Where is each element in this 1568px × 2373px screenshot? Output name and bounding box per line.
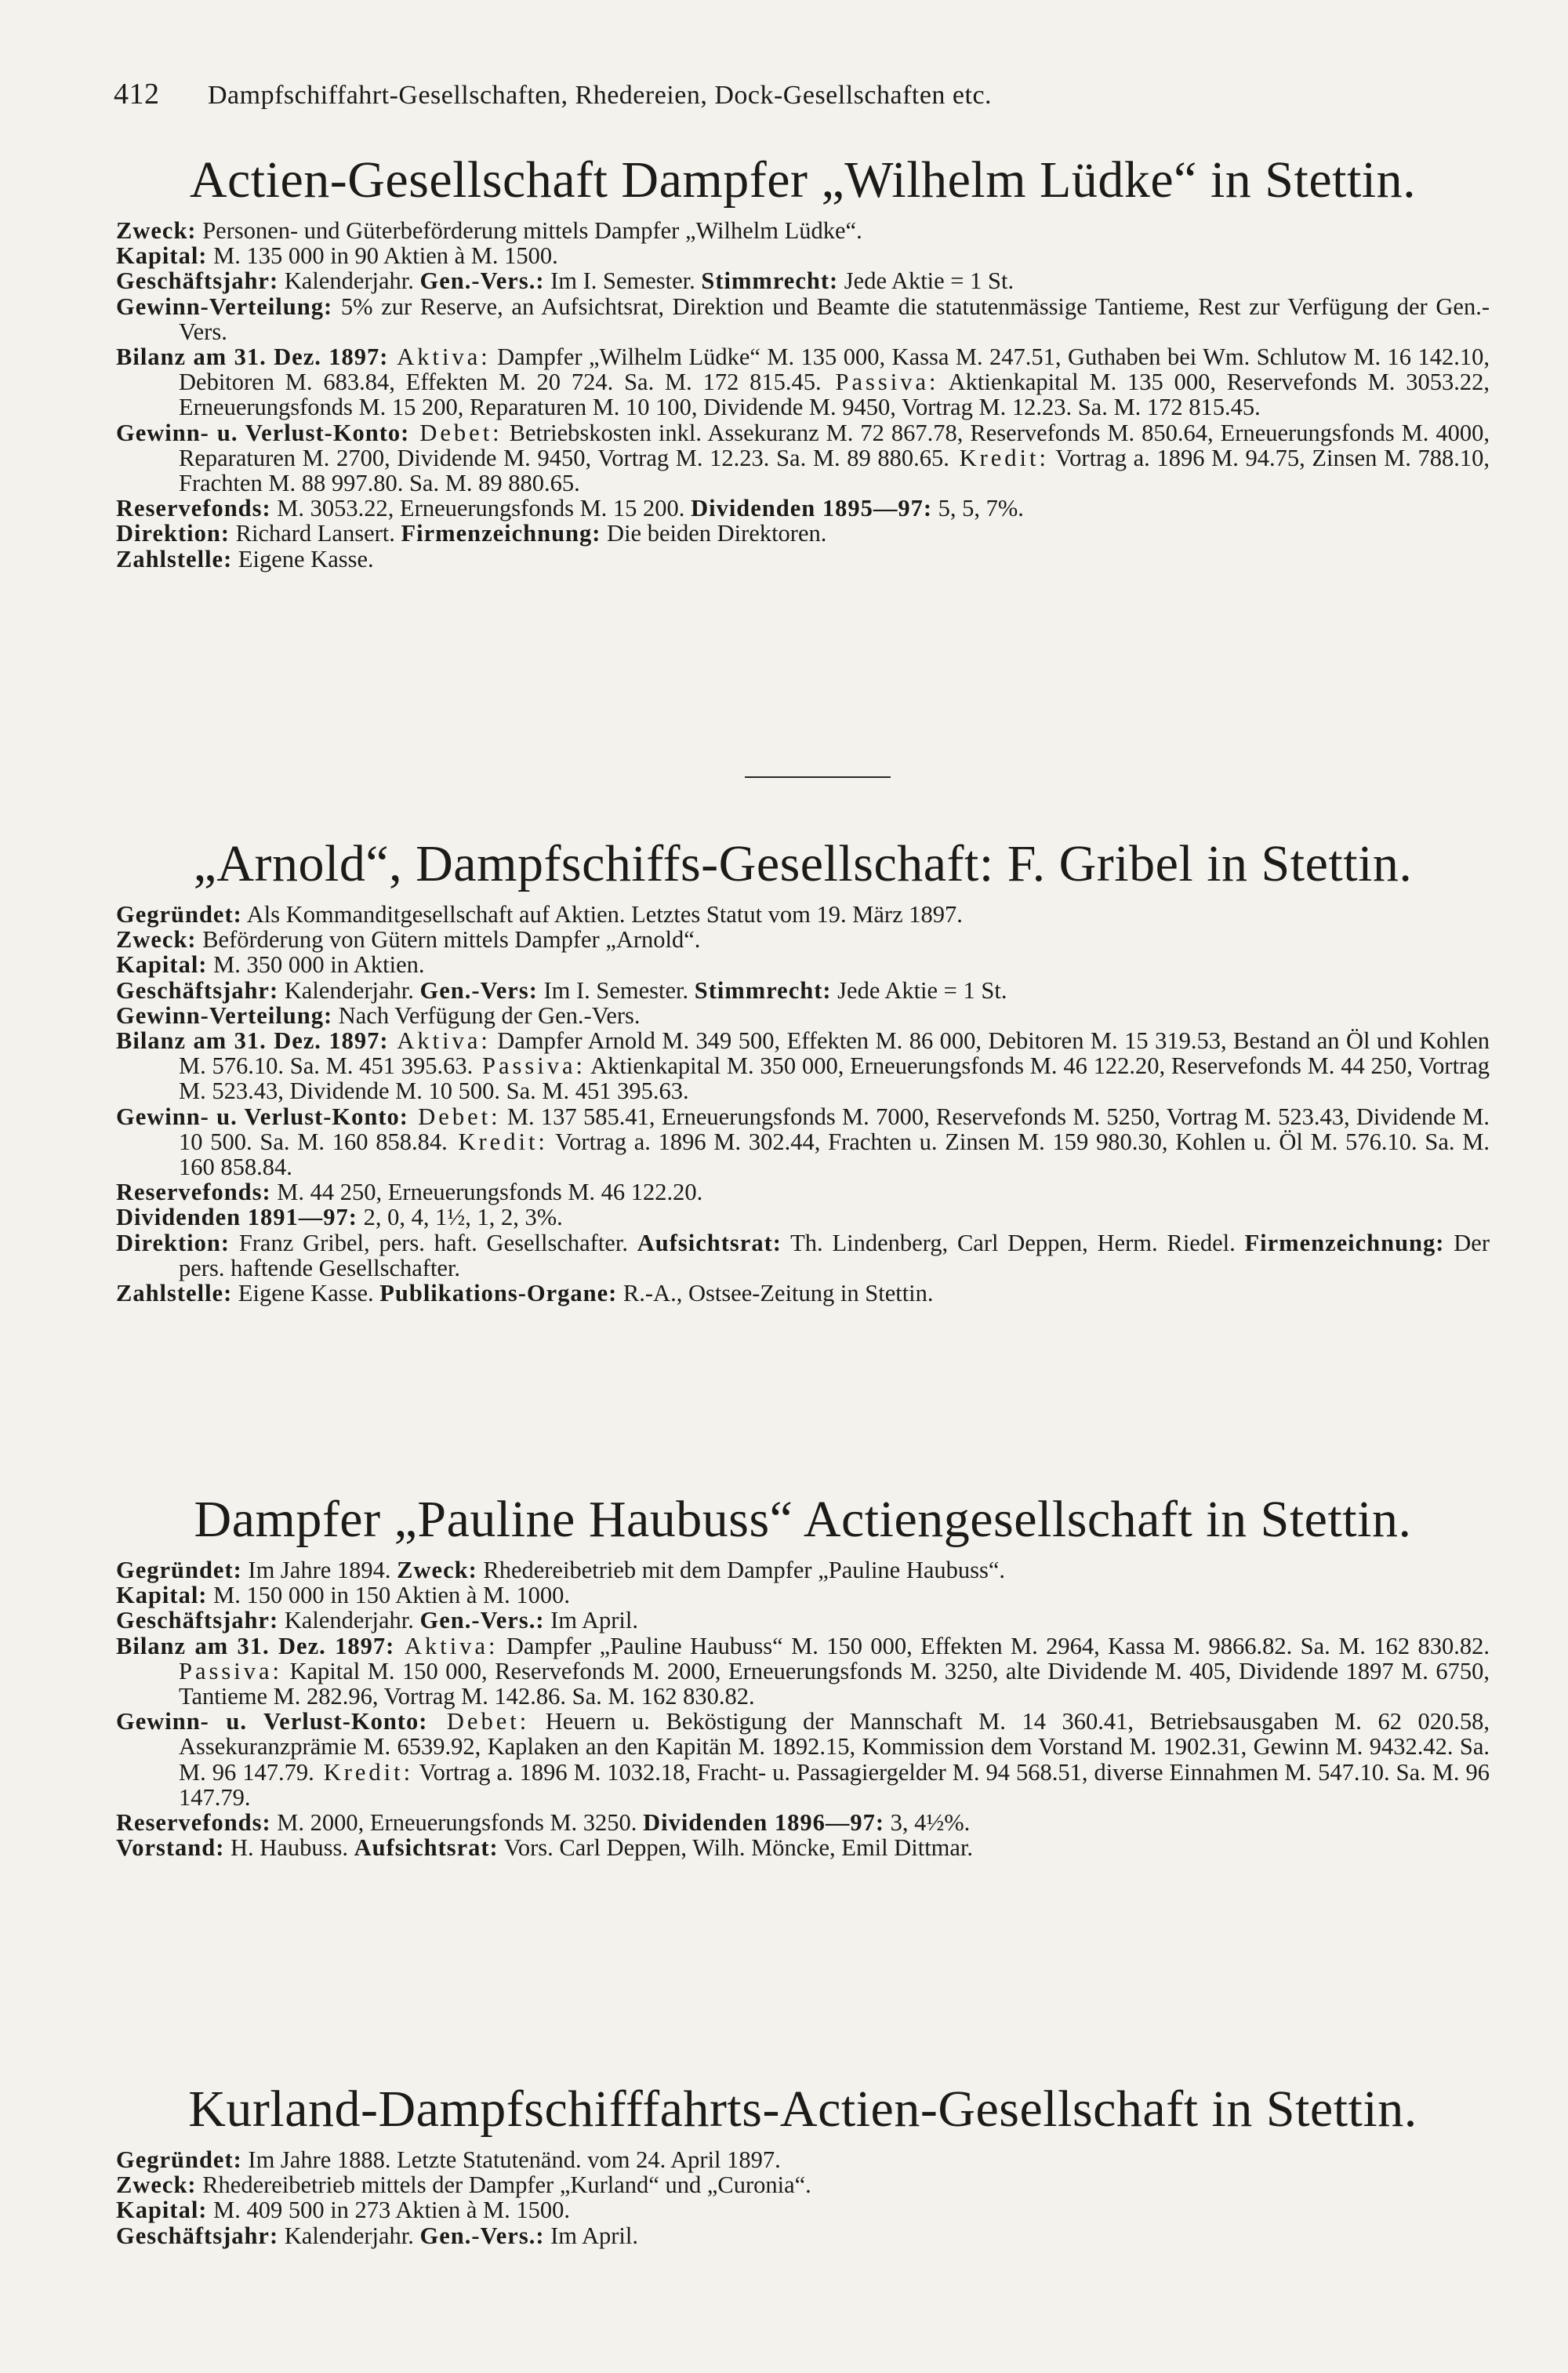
entry-bilanz: Bilanz am 31. Dez. 1897: Aktiva: Dampfer „Pauline Haubuss“ M. 150 000, Effekten M. 2964, Kassa M. 9866.82. Sa. M. 162 830.82. Passiva: Kapital M. 150 000, Reservefonds M. 2000, Erneuerungsfonds M. 3250, alte Dividende M. 405, Dividende 1897 M. 6750, Tantieme M. 282.96, Vortrag M. 142.86. Sa. M. 162 830.82. bbox=[116, 1632, 1490, 1710]
company-title: Kurland-Dampfschifffahrts-Actien-Gesellschaft in Stettin. bbox=[188, 2080, 1417, 2138]
company-title: Actien-Gesellschaft Dampfer „Wilhelm Lüdke“ in Stettin. bbox=[189, 151, 1417, 209]
entry-direktion: Direktion: Franz Gribel, pers. haft. Gesellschafter. Aufsichtsrat: Th. Lindenberg, Carl Deppen, Herm. Riedel. Firmenzeichnung: Der pers. haftende Gesellschafter. bbox=[116, 1229, 1490, 1281]
entry-gewinn-verteilung: Gewinn-Verteilung: Nach Verfügung der Gen.-Vers. bbox=[116, 1001, 641, 1029]
entry-geschaeftsjahr: Geschäftsjahr: Kalenderjahr. Gen.-Vers.: Im I. Semester. Stimmrecht: Jede Aktie = 1 St. bbox=[116, 267, 1014, 295]
entry-zahlstelle: Zahlstelle: Eigene Kasse. bbox=[116, 545, 374, 572]
entry-reservefonds: Reservefonds: M. 44 250, Erneuerungsfonds M. 46 122.20. bbox=[116, 1179, 703, 1206]
entry-gewinn-verlust-konto: Gewinn- u. Verlust-Konto: Debet: Betriebskosten inkl. Assekuranz M. 72 867.78, Reservefonds M. 850.64, Erneuerungsfonds M. 4000, Reparaturen M. 2700, Dividende M. 9450, Vortrag M. 12.23. Sa. M. 89 880.65. Kredit: Vortrag a. 1896 M. 94.75, Zinsen M. 788.10, Frachten M. 88 997.80. Sa. M. 89 880.65. bbox=[116, 419, 1490, 497]
entry-kapital: Kapital: M. 150 000 in 150 Aktien à M. 1000. bbox=[116, 1582, 571, 1609]
entry-kapital: Kapital: M. 350 000 in Aktien. bbox=[116, 951, 425, 979]
entry-reservefonds: Reservefonds: M. 2000, Erneuerungsfonds M. 3250. Dividenden 1896—97: 3, 4½%. bbox=[116, 1809, 971, 1837]
company-section-arnold bbox=[116, 833, 1490, 1306]
page-number: 412 bbox=[114, 78, 160, 111]
entry-vorstand: Vorstand: H. Haubuss. Aufsichtsrat: Vors. Carl Deppen, Wilh. Möncke, Emil Dittmar. bbox=[116, 1834, 974, 1862]
entry-zahlstelle: Zahlstelle: Eigene Kasse. Publikations-Organe: R.-A., Ostsee-Zeitung in Stettin. bbox=[116, 1280, 934, 1307]
entry-gegruendet: Gegründet: Im Jahre 1888. Letzte Statutenänd. vom 24. April 1897. bbox=[116, 2146, 781, 2173]
entry-geschaeftsjahr: Geschäftsjahr: Kalenderjahr. Gen.-Vers: Im I. Semester. Stimmrecht: Jede Aktie = 1 St. bbox=[116, 976, 1007, 1004]
company-title: „Arnold“, Dampfschiffs-Gesellschaft: F. Gribel in Stettin. bbox=[193, 835, 1413, 892]
entry-gewinn-verteilung: Gewinn-Verteilung: 5% zur Reserve, an Aufsichtsrat, Direktion und Beamte die statutenmässige Tantieme, Rest zur Verfügung der Gen.-Vers. bbox=[116, 293, 1490, 345]
entry-zweck: Zweck: Personen- und Güterbeförderung mittels Dampfer „Wilhelm Lüdke“. bbox=[116, 217, 862, 244]
entry-bilanz: Bilanz am 31. Dez. 1897: Aktiva: Dampfer Arnold M. 349 500, Effekten M. 86 000, Debitoren M. 15 319.53, Bestand an Öl und Kohlen M. 576.10. Sa. M. 451 395.63. Passiva: Aktienkapital M. 350 000, Erneuerungsfonds M. 46 122.20, Reservefonds M. 44 250, Vortrag M. 523.43, Dividende M. 10 500. Sa. M. 451 395.63. bbox=[116, 1027, 1490, 1105]
entry-gewinn-verlust-konto: Gewinn- u. Verlust-Konto: Debet: Heuern u. Beköstigung der Mannschaft M. 14 360.41, Betriebsausgaben M. 62 020.58, Assekuranzprämie M. 6539.92, Kaplaken an den Kapitän M. 1892.15, Kommission dem Vorstand M. 1902.31, Gewinn M. 9432.42. Sa. M. 96 147.79. Kredit: Vortrag a. 1896 M. 1032.18, Fracht- u. Passagiergelder M. 94 568.51, diverse Einnahmen M. 547.10. Sa. M. 96 147.79. bbox=[116, 1708, 1490, 1811]
entry-zweck: Zweck: Beförderung von Gütern mittels Dampfer „Arnold“. bbox=[116, 926, 701, 954]
entry-direktion: Direktion: Richard Lansert. Firmenzeichnung: Die beiden Direktoren. bbox=[116, 520, 827, 547]
entry-gegruendet: Gegründet: Als Kommanditgesellschaft auf Aktien. Letztes Statut vom 19. März 1897. bbox=[116, 901, 963, 928]
entry-geschaeftsjahr: Geschäftsjahr: Kalenderjahr. Gen.-Vers.: Im April. bbox=[116, 2222, 638, 2249]
company-section-luedke bbox=[116, 149, 1490, 572]
company-title: Dampfer „Pauline Haubuss“ Actiengesellschaft in Stettin. bbox=[194, 1491, 1412, 1548]
entry-gewinn-verlust-konto: Gewinn- u. Verlust-Konto: Debet: M. 137 585.41, Erneuerungsfonds M. 7000, Reservefonds M. 5250, Vortrag M. 523.43, Dividende M. 10 500. Sa. M. 160 858.84. Kredit: Vortrag a. 1896 M. 302.44, Frachten u. Zinsen M. 159 980.30, Kohlen u. Öl M. 576.10. Sa. M. 160 858.84. bbox=[116, 1103, 1490, 1181]
entry-reservefonds: Reservefonds: M. 3053.22, Erneuerungsfonds M. 15 200. Dividenden 1895—97: 5, 5, 7%. bbox=[116, 495, 1024, 522]
entry-geschaeftsjahr: Geschäftsjahr: Kalenderjahr. Gen.-Vers.: Im April. bbox=[116, 1607, 638, 1634]
entry-kapital: Kapital: M. 409 500 in 273 Aktien à M. 1500. bbox=[116, 2197, 571, 2224]
entry-dividenden: Dividenden 1891—97: 2, 0, 4, 1½, 1, 2, 3%. bbox=[116, 1204, 563, 1231]
company-section-haubuss bbox=[116, 1488, 1490, 1860]
section-divider bbox=[745, 776, 891, 778]
running-head bbox=[114, 77, 1305, 111]
entry-bilanz: Bilanz am 31. Dez. 1897: Aktiva: Dampfer „Wilhelm Lüdke“ M. 135 000, Kassa M. 247.51, Guthaben bei Wm. Schlutow M. 16 142.10, Debitoren M. 683.84, Effekten M. 20 724. Sa. M. 172 815.45. Passiva: Aktienkapital M. 135 000, Reservefonds M. 3053.22, Erneuerungsfonds M. 15 200, Reparaturen M. 10 100, Dividende M. 9450, Vortrag M. 12.23. Sa. M. 172 815.45. bbox=[116, 343, 1490, 421]
entry-kapital: Kapital: M. 135 000 in 90 Aktien à M. 1500. bbox=[116, 242, 558, 270]
entry-gegruendet: Gegründet: Im Jahre 1894. Zweck: Rhedereibetrieb mit dem Dampfer „Pauline Haubuss“. bbox=[116, 1557, 1006, 1583]
running-head-title: Dampfschiffahrt-Gesellschaften, Rhedereien, Dock-Gesellschaften etc. bbox=[208, 81, 993, 110]
company-section-kurland bbox=[116, 2078, 1490, 2248]
entry-zweck: Zweck: Rhedereibetrieb mittels der Dampfer „Kurland“ und „Curonia“. bbox=[116, 2171, 811, 2199]
